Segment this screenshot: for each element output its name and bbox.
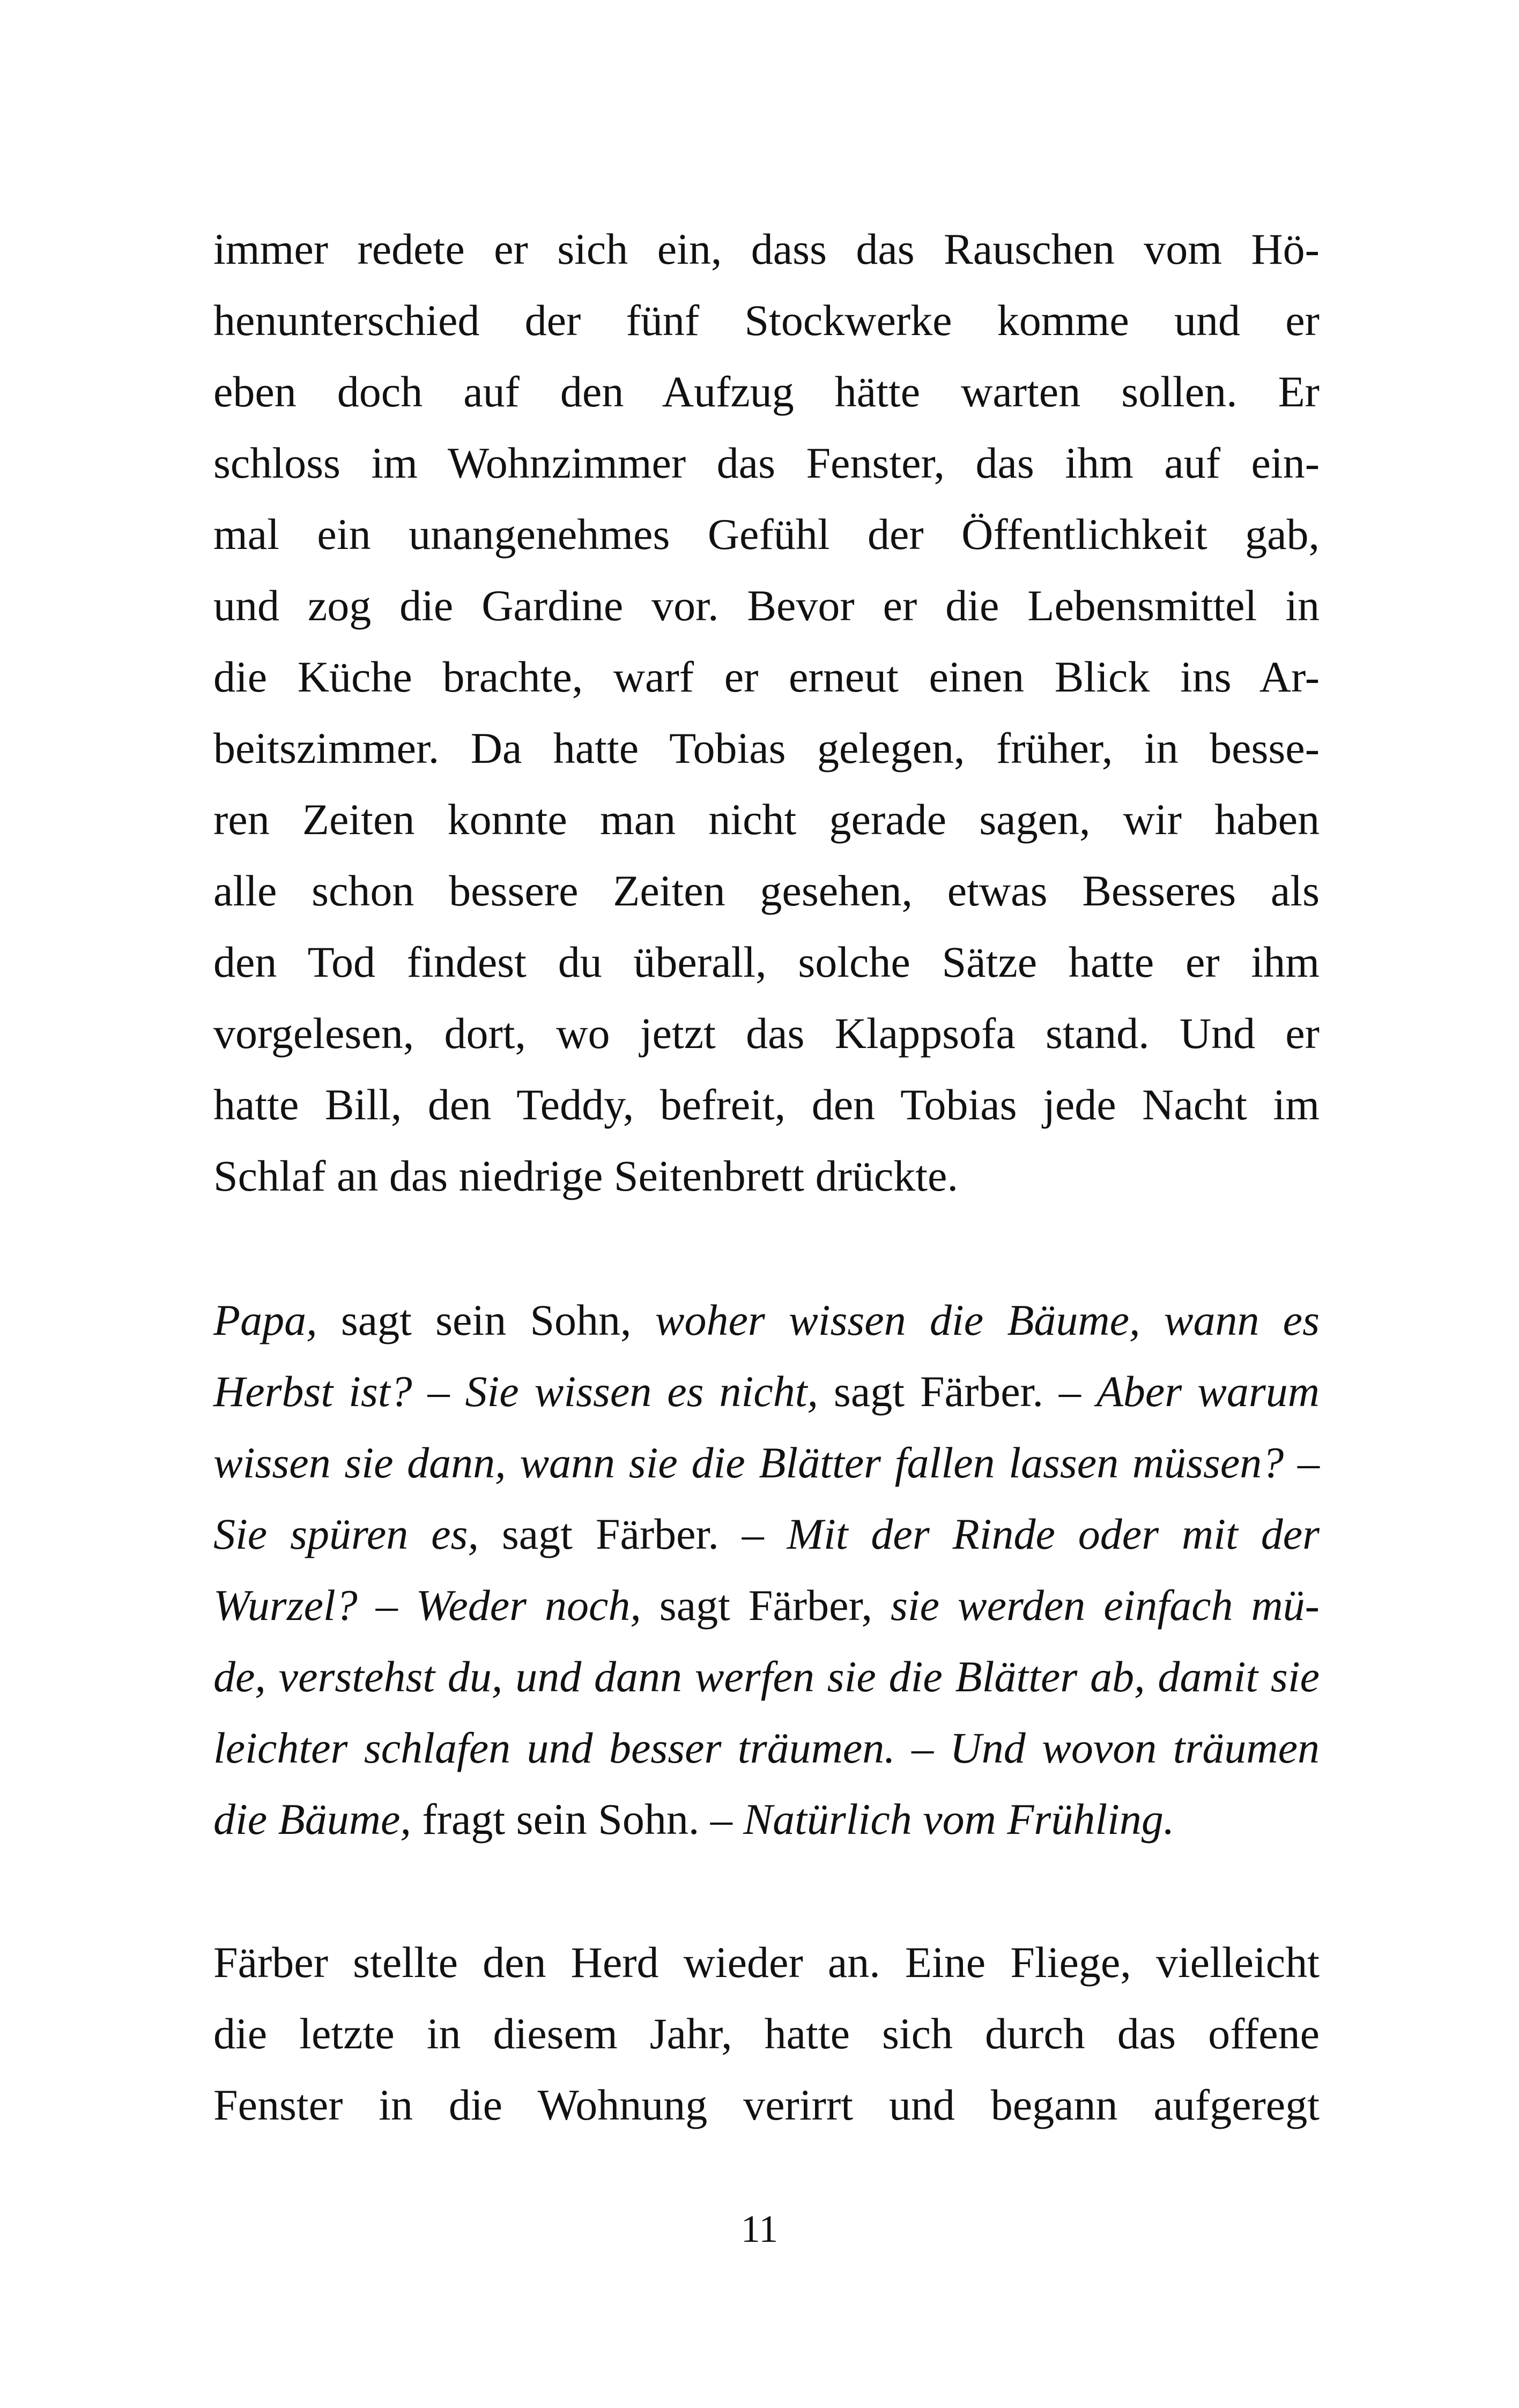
paragraph-narrative-1 [213, 213, 1320, 1212]
text-line [213, 1712, 1320, 1783]
text-line: eben doch auf den Aufzug hätte warten sollen. Er [213, 367, 1320, 416]
text-line: henunterschied der fünf Stockwerke komme und er [213, 296, 1320, 345]
dialogue-quote: Natürlich vom Frühling. [743, 1795, 1175, 1844]
dialogue-quote: Wurzel? – Weder noch, [213, 1581, 641, 1630]
dialogue-quote: sie werden einfach mü- [890, 1581, 1320, 1630]
dialogue-quote: Aber warum [1096, 1367, 1320, 1416]
text-line: schloss im Wohnzimmer das Fenster, das ihm auf ein- [213, 439, 1320, 487]
dialogue-narration: sagt Färber, [641, 1581, 891, 1630]
text-line: Schlaf an das niedrige Seitenbrett drückte. [213, 1151, 958, 1200]
text-line: Fenster in die Wohnung verirrt und begann aufgeregt [213, 2080, 1320, 2129]
text-line [213, 1284, 1320, 1356]
dialogue-narration: sagt sein Sohn, [317, 1296, 655, 1344]
text-line: immer redete er sich ein, dass das Rauschen vom Hö- [213, 225, 1320, 273]
dialogue-narration: fragt sein Sohn. – [411, 1795, 744, 1844]
paragraph-narrative-2 [213, 1927, 1320, 2141]
text-line [213, 1427, 1320, 1498]
dialogue-quote: de, verstehst du, und dann werfen sie die Blätter ab, damit sie [213, 1652, 1320, 1701]
text-line [213, 1783, 1320, 1855]
dialogue-quote: die Bäume, [213, 1795, 411, 1844]
page-number: 11 [740, 2208, 779, 2250]
dialogue-narration: sagt Färber. – [818, 1367, 1096, 1416]
text-line: die Küche brachte, warf er erneut einen Blick ins Ar- [213, 652, 1320, 701]
dialogue-quote: Herbst ist? – Sie wissen es nicht, [213, 1367, 818, 1416]
text-line: die letzte in diesem Jahr, hatte sich durch das offene [213, 2009, 1320, 2058]
text-line: ren Zeiten konnte man nicht gerade sagen, wir haben [213, 795, 1320, 844]
dialogue-quote: Mit der Rinde oder mit der [787, 1510, 1320, 1558]
text-line: beitszimmer. Da hatte Tobias gelegen, früher, in besse- [213, 724, 1320, 772]
text-line: und zog die Gardine vor. Bevor er die Lebensmittel in [213, 581, 1320, 630]
text-line [213, 1641, 1320, 1712]
dialogue-quote: woher wissen die Bäume, wann es [655, 1296, 1320, 1344]
text-line [213, 1498, 1320, 1570]
dialogue-quote: leichter schlafen und besser träumen. – Und wovon träumen [213, 1723, 1320, 1772]
text-line: vorgelesen, dort, wo jetzt das Klappsofa stand. Und er [213, 1009, 1320, 1058]
dialogue-quote: Sie spüren es, [213, 1510, 479, 1558]
text-line: den Tod findest du überall, solche Sätze hatte er ihm [213, 938, 1320, 986]
text-line: alle schon bessere Zeiten gesehen, etwas Besseres als [213, 866, 1320, 915]
text-line [213, 1570, 1320, 1641]
text-line: Färber stellte den Herd wieder an. Eine Fliege, vielleicht [213, 1938, 1320, 1987]
dialogue-narration: sagt Färber. – [478, 1510, 787, 1558]
text-line: hatte Bill, den Teddy, befreit, den Tobias jede Nacht im [213, 1080, 1320, 1129]
dialogue-quote: Papa, [213, 1296, 317, 1344]
text-line: mal ein unangenehmes Gefühl der Öffentlichkeit gab, [213, 510, 1320, 559]
dialogue-quote: wissen sie dann, wann sie die Blätter fallen lassen müssen? – [213, 1438, 1320, 1487]
paragraph-dialogue [213, 1284, 1320, 1855]
text-line [213, 1356, 1320, 1427]
